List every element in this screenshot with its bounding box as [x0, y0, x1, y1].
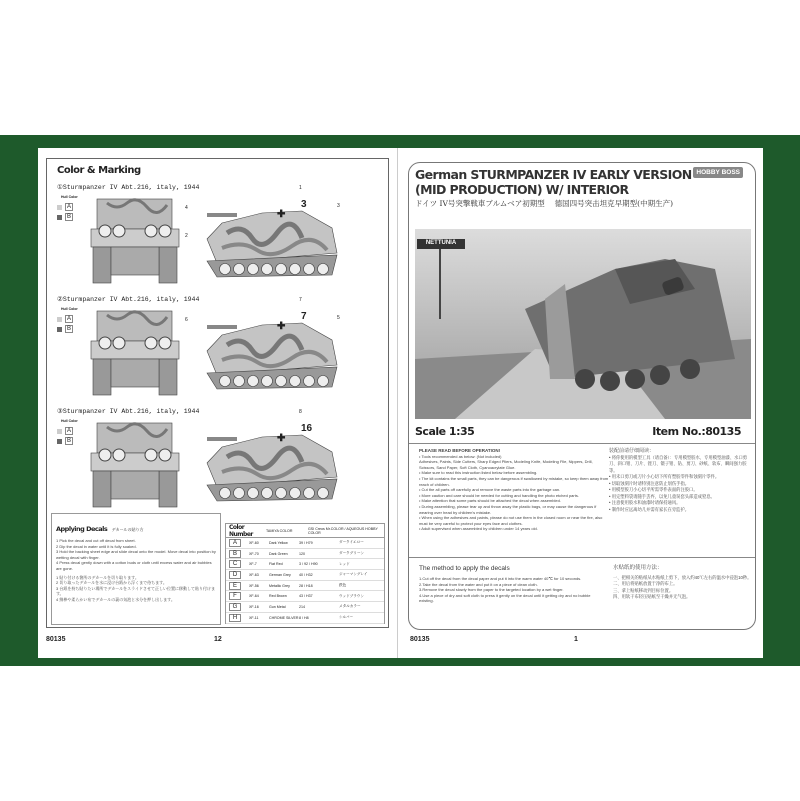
method-step-cn: 四、用软干布轻压贴纸至干燥并无气泡。: [613, 594, 691, 599]
hull-color-label: Hull Color: [61, 307, 78, 311]
color-row: [226, 602, 384, 613]
swatch-key: A: [67, 428, 72, 434]
cover-panel: [408, 162, 756, 630]
color-code: XF-56: [249, 583, 259, 588]
marking-scheme: [47, 295, 387, 400]
warning-line: • Adult supervised when assembled by children under 14 years old.: [419, 526, 538, 532]
callout-number: 2: [185, 233, 188, 239]
color-gsi: 39 / H79: [299, 540, 313, 545]
cross-marking: ✚: [277, 433, 286, 444]
page-number: 1: [574, 636, 578, 643]
warning-line: • Cut the all parts off carefully and remove the waste parts into the garbage can.: [419, 487, 561, 493]
method-title-cn: 水贴纸的使用方法：: [613, 565, 663, 571]
callout-number: 1: [299, 185, 302, 191]
callout-number: 3: [337, 203, 340, 209]
side-view: [207, 435, 337, 501]
color-jp: レッド: [339, 561, 350, 566]
warning-line: • Make sure to read this instruction listed below before assembling.: [419, 470, 538, 476]
decal-step-jp: 1 貼り付ける箇所のデカールを切り取ります。: [56, 574, 139, 580]
callout-number: 5: [337, 315, 340, 321]
color-code: XF-7: [249, 562, 257, 567]
page-12: [38, 148, 397, 658]
warning-line: • The kit contains the small parts, they can be dangerous if swallowed by mistake, so keep them away from reach of children.: [419, 475, 609, 487]
color-code: XF-11: [249, 615, 259, 620]
front-view: [91, 423, 179, 507]
method-step-cn: 二、用后将贴纸放置于净的布上。: [613, 581, 678, 586]
callout-number: 7: [299, 297, 302, 303]
color-jp: ダークグリーン: [339, 551, 365, 556]
color-gsi: 28 / H18: [299, 583, 313, 588]
swatch-key: A: [67, 204, 72, 210]
section-heading: Color & Marking: [57, 165, 141, 176]
method-step-cn: 三、拿上贴纸移动到目标位置。: [613, 587, 674, 593]
road-sign: NETTUNIA: [425, 240, 457, 246]
color-code: XF-63: [249, 572, 259, 577]
warning-line-cn: • 用模型胶刀小心切平所需零件表面的注胶口。: [609, 487, 698, 492]
color-marking-panel: [46, 158, 389, 628]
scale: Scale 1:35: [415, 425, 475, 438]
callout-number: 6: [185, 317, 188, 323]
color-key: E: [229, 582, 241, 590]
color-key: F: [229, 592, 241, 600]
color-key: B: [229, 550, 241, 558]
method-title: The method to apply the decals: [419, 565, 510, 572]
color-code: XF-60: [249, 540, 259, 545]
title-line-1: German STURMPANZER IV EARLY VERSION: [415, 167, 692, 182]
side-view: [207, 211, 337, 277]
color-row: [226, 559, 384, 570]
color-jp: ジャーマングレイ: [339, 572, 368, 577]
color-jp: シルバー: [339, 615, 354, 620]
decal-step: 3 Hold the backing sheet edge and slide decal onto the model. Move decal into position by wetting decal with finger.: [56, 549, 216, 560]
swatch-key: B: [67, 214, 72, 220]
side-view: [207, 323, 337, 389]
color-name: German Grey: [269, 572, 291, 577]
color-key: A: [229, 539, 241, 547]
color-name: Dark Green: [269, 551, 288, 556]
color-row: [226, 591, 384, 602]
warning-cn: [609, 448, 749, 513]
warning-line: • More caution and care should be needed for cutting and handling the photo etched parts.: [419, 492, 579, 498]
callout-number: 8: [299, 409, 302, 415]
warning-line-cn: • 切取蚀刻片时请特别注意防止划伤手指。: [609, 480, 690, 486]
color-key: D: [229, 571, 241, 579]
warning-title: PLEASE READ BEFORE OPERATION!: [419, 448, 501, 453]
color-name: Gun Metal: [269, 604, 286, 609]
color-table: [225, 523, 385, 624]
decal-step: 4 Press decal gently down with a cotton buds or cloth until excess water and air bubbles are gone.: [56, 560, 212, 571]
color-gsi: 120: [299, 551, 305, 556]
method-step: 3.Remove the decal slowly from the paper to the targeted location by a wet finger.: [419, 587, 564, 593]
tank-drawings: [47, 183, 387, 288]
color-gsi: 8 / H8: [299, 615, 309, 620]
color-key: H: [229, 614, 241, 622]
color-gsi: 3 / 92 / H90: [299, 562, 318, 567]
warning-line: • Make attention that some parts should be attached the decal when assembled.: [419, 498, 561, 504]
page-number: 12: [214, 636, 222, 643]
hobby-boss-logo: HOBBY BOSS: [693, 167, 743, 178]
color-name: Flat Red: [269, 562, 283, 567]
hull-color-label: Hull Color: [61, 195, 78, 199]
col-gsi: GSI Creos Mr.COLOR / AQUEOUS HOBBY COLOR: [308, 526, 378, 535]
col-tamiya: TAMIYA COLOR: [266, 528, 293, 533]
tank-drawings: [47, 295, 387, 400]
title-line-2: (MID PRODUCTION) W/ INTERIOR: [415, 182, 629, 197]
color-jp: 鉄色: [339, 583, 347, 588]
color-jp: ダークイエロー: [339, 540, 364, 545]
color-name: Dark Yellow: [269, 540, 288, 545]
scheme-label: ②Sturmpanzer IV Abt.216, italy, 1944: [57, 296, 200, 303]
color-row: [226, 613, 384, 624]
swatch-key: B: [67, 438, 72, 444]
subtitle: ドイツ IV号突撃戦車ブルムベア初期型 德国四号突击坦克早期型(中期生产): [415, 199, 674, 208]
color-key: G: [229, 603, 241, 611]
cross-marking: ✚: [277, 209, 286, 220]
color-name: Red Brown: [269, 594, 287, 599]
swatch-key: B: [67, 326, 72, 332]
box-art: [415, 229, 751, 419]
decal-step: 1 Pick the decal and cut off decal from sheet.: [56, 538, 136, 543]
decal-method-en: [419, 565, 604, 604]
color-table-title: Color Number: [229, 523, 253, 538]
color-row: [226, 538, 384, 549]
color-code: XF-70: [249, 551, 259, 556]
front-view: [91, 311, 179, 395]
turret-number: 3: [301, 199, 307, 210]
color-code: XF-16: [249, 604, 259, 609]
color-code: XF-64: [249, 594, 259, 599]
turret-number: 16: [301, 423, 313, 434]
method-step-cn: 一、把相关的贴纸从水贴纸上剪下，放入约40℃左右的温水中浸泡10秒。: [613, 574, 752, 580]
color-name: Metallic Grey: [269, 583, 290, 588]
method-step: 1.Cut off the decal from the decal paper and put it into the warm water 40℃ for 10 seconds.: [419, 576, 582, 581]
warning-line-cn: • 将你使用的模型工具（请自备）：专用模型胶水、专用模型油漆、水口剪刀、斜口钳、刀片、锉刀、镊子钳、钻、剪刀、砂纸、软布、瞬间强力胶等。: [609, 454, 748, 473]
decal-step: 2 Dip the decal in water until it is fully soaked.: [56, 543, 137, 549]
decal-step-jp: 4 綿棒や柔らかい布でデカールの裏の気泡と水分を押し出します。: [56, 596, 175, 602]
applying-decals-box: [51, 513, 221, 625]
front-view: [91, 199, 179, 283]
page-1: [397, 148, 763, 658]
warning-line: Adhesives, Paints, Side Cutters, Sharp Edged Pliers, Modeling Knife, Modeling File, Nippers, Drill, Scissors, Sand Paper, Soft Cloth, Cyanoacrylate Glue.: [419, 459, 593, 470]
warning-line-cn: • 用完塑料袋请随手丢弃，以免儿童误套头部造成窒息。: [609, 493, 715, 499]
warning-en: [419, 448, 609, 532]
color-row: [226, 570, 384, 581]
color-gsi: 40 / H32: [299, 572, 313, 577]
method-step: 4.Use a piece of dry and soft cloth to press it gently on the decal until it getting dry and no bubble existing.: [419, 592, 591, 604]
warning-line: • Tools recommended as below: (Not included): [419, 453, 502, 459]
warning-line: • When using the adhesives and paints, please do not use them in the closed room or near the fire, also must be very careful to protect your eyes face and clothes.: [419, 515, 603, 526]
warning-line: • During assembling, please tear up and throw away the plastic bags, or may cause the dangerous if wearing over head by children's mistake.: [419, 503, 597, 515]
color-key: C: [229, 560, 241, 568]
color-gsi: 43 / H37: [299, 594, 313, 599]
callout-number: 4: [185, 205, 188, 211]
decals-heading-jp: デカールの貼り方: [111, 527, 144, 532]
warning-line-cn: • 注意使用胶水和油漆时请保持通风。: [609, 500, 681, 505]
decals-heading: Applying Decals: [56, 525, 108, 533]
hull-color-label: Hull Color: [61, 419, 78, 423]
decal-method-cn: [613, 565, 753, 601]
turret-number: 7: [301, 311, 307, 322]
item-number: Item No.:80135: [652, 425, 741, 438]
scheme-label: ③Sturmpanzer IV Abt.216, italy, 1944: [57, 408, 200, 415]
tank-drawings: [47, 407, 387, 512]
color-jp: ウッドブラウン: [339, 593, 364, 598]
method-step: 2.Take the decal from the water and put it on a piece of clean cloth.: [419, 581, 538, 587]
decal-step-jp: 2 切り取ったデカールを水に浸け台紙から浮くまで待ちます。: [56, 580, 167, 586]
decal-step-jp: 3 台紙を持ち貼りたい場所でデカールをスライドさせて正しい位置に移動して貼り付けます。: [56, 585, 216, 597]
warning-title-cn: 装配前请仔细阅读：: [609, 448, 655, 454]
color-jp: メタルカラー: [339, 604, 361, 609]
footer-code: 80135: [46, 636, 66, 643]
color-row: [226, 581, 384, 592]
scheme-label: ①Sturmpanzer IV Abt.216, italy, 1944: [57, 184, 200, 191]
footer-code: 80135: [410, 636, 430, 643]
box-art-illustration: [415, 229, 751, 419]
warning-line-cn: • 制作时应远离幼儿并需有家长在旁监护。: [609, 506, 690, 512]
color-row: [226, 549, 384, 560]
marking-scheme: [47, 407, 387, 512]
swatch-key: A: [67, 316, 72, 322]
warning-line-cn: • 用未口剪刀或刀片小心切下所有塑胶零件和蚀刻片零件。: [609, 474, 720, 479]
cross-marking: ✚: [277, 321, 286, 332]
color-name: CHROME SILVER: [269, 615, 299, 620]
color-gsi: 214: [299, 604, 305, 609]
marking-scheme: [47, 183, 387, 288]
